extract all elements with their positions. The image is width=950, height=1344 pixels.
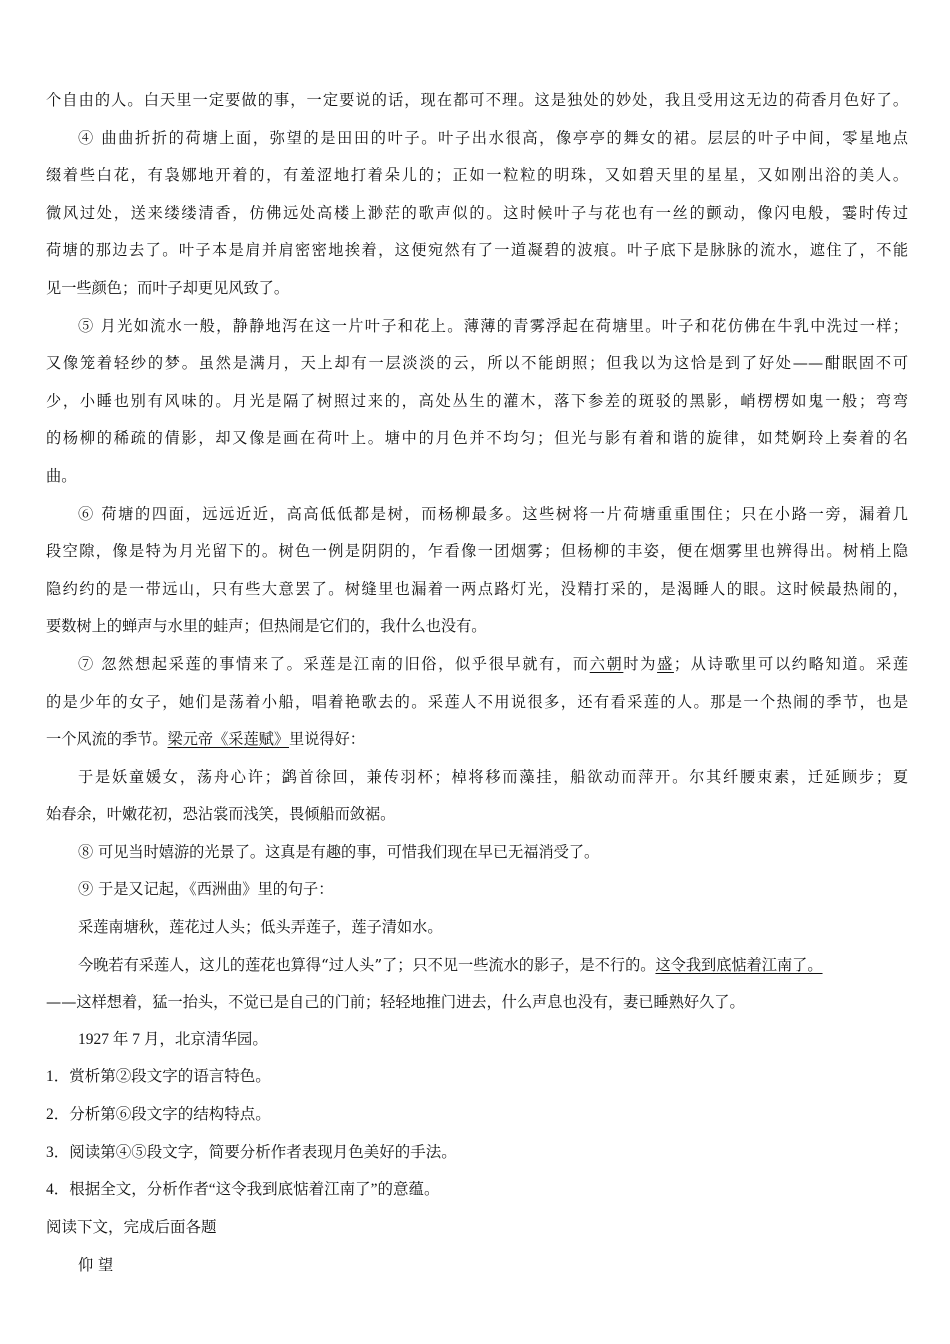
question-4: 4．根据全文，分析作者“这令我到底惦着江南了”的意蕴。 <box>46 1181 440 1199</box>
text-line: 见一些颜色；而叶子却更见风致了。 <box>46 278 289 297</box>
text-segment: 里说得好： <box>289 730 365 749</box>
question-1: 1．赏析第②段文字的语言特色。 <box>46 1068 271 1086</box>
text-segment: 一个风流的季节。 <box>46 730 168 749</box>
paragraph-4-line: ④ 曲曲折折的荷塘上面，弥望的是田田的叶子。叶子出水很高，像亭亭的舞女的裙。层层的叶子中间，零星地点 <box>78 128 908 147</box>
paragraph-7-line <box>46 652 908 676</box>
date-place-line: 1927 年 7 月，北京清华园。 <box>78 1030 268 1048</box>
poem-line: 采莲南塘秋，莲花过人头；低头弄莲子，莲子清如水。 <box>78 918 443 937</box>
underlined-term: 六朝 <box>589 654 624 673</box>
text-line: 隐约约的是一带远山，只有些大意罢了。树缝里也漏着一两点路灯光，没精打采的，是渴睡人的眼。这时候最热闹的， <box>46 579 908 598</box>
text-line: 个自由的人。白天里一定要做的事，一定要说的话，现在都可不理。这是独处的妙处，我且受用这无边的荷香月色好了。 <box>46 91 908 109</box>
text-segment: 今晚若有采莲人，这儿的莲花也算得“过人头”了；只不见一些流水的影子，是不行的。 <box>78 955 656 974</box>
underlined-term: 盛 <box>657 654 674 673</box>
document-page <box>46 88 908 1291</box>
question-3: 3．阅读第④⑤段文字，简要分析作者表现月色美好的手法。 <box>46 1143 457 1161</box>
paragraph-6-line: ⑥ 荷塘的四面，远远近近，高高低低都是树，而杨柳最多。这些树将一片荷塘重重围住；只在小路一旁，漏着几 <box>78 504 908 523</box>
text-line: 又像笼着轻纱的梦。虽然是满月，天上却有一层淡淡的云，所以不能朗照；但我以为这恰是到了好处——酣眠固不可 <box>46 354 908 373</box>
underlined-title: 梁元帝《采莲赋》 <box>167 730 289 749</box>
quoted-verse-line: 始春余，叶嫩花初，恐沾裳而浅笑，畏倾船而敛裾。 <box>46 805 396 824</box>
paragraph-9-line: ⑨ 于是又记起，《西洲曲》里的句子： <box>78 880 334 899</box>
text-line: 段空隙，像是特为月光留下的。树色一例是阴阴的，乍看像一团烟雾；但杨柳的丰姿，便在烟雾里也辨得出。树梢上隐 <box>46 542 908 561</box>
text-line: 的是少年的女子，她们是荡着小船，唱着艳歌去的。采莲人不用说很多，还有看采莲的人。那是一个热闹的季节，也是 <box>46 692 908 711</box>
text-line: 要数树上的蝉声与水里的蛙声；但热闹是它们的，我什么也没有。 <box>46 617 487 636</box>
paragraph-8-line: ⑧ 可见当时嬉游的光景了。这真是有趣的事，可惜我们现在早已无福消受了。 <box>78 842 600 861</box>
text-line: 微风过处，送来缕缕清香，仿佛远处高楼上渺茫的歌声似的。这时候叶子与花也有一丝的颤动，像闪电般，霎时传过 <box>46 203 908 222</box>
text-segment: ；从诗歌里可以约略知道。采莲 <box>673 654 909 673</box>
text-line: ——这样想着，猛一抬头，不觉已是自己的门前；轻轻地推门进去，什么声息也没有，妻已睡熟好久了。 <box>46 993 745 1012</box>
underlined-sentence: 这令我到底惦着江南了。 <box>655 955 823 974</box>
question-2: 2．分析第⑥段文字的结构特点。 <box>46 1106 271 1124</box>
paragraph-5-line: ⑤ 月光如流水一般，静静地泻在这一片叶子和花上。薄薄的青雾浮起在荷塘里。叶子和花仿佛在牛乳中洗过一样； <box>78 316 908 335</box>
text-line <box>46 953 908 977</box>
text-line <box>46 727 908 751</box>
text-line: 曲。 <box>46 466 77 485</box>
text-line: 缀着些白花，有袅娜地开着的，有羞涩地打着朵儿的；正如一粒粒的明珠，又如碧天里的星星，又如刚出浴的美人。 <box>46 166 908 185</box>
text-line: 的杨柳的稀疏的倩影，却又像是画在荷叶上。塘中的月色并不均匀；但光与影有着和谐的旋律，如梵婀玲上奏着的名 <box>46 429 908 448</box>
text-line: 少，小睡也别有风味的。月光是隔了树照过来的，高处丛生的灌木，落下参差的斑驳的黑影，峭楞楞如鬼一般；弯弯 <box>46 391 908 410</box>
text-segment: ⑦ 忽然想起采莲的事情来了。采莲是江南的旧俗，似乎很早就有，而 <box>78 654 590 673</box>
text-segment: 时为 <box>623 654 658 673</box>
next-passage-title: 仰 望 <box>78 1256 114 1275</box>
text-line: 荷塘的那边去了。叶子本是肩并肩密密地挨着，这便宛然有了一道凝碧的波痕。叶子底下是脉脉的流水，遮住了，不能 <box>46 241 908 260</box>
quoted-verse-line: 于是妖童媛女，荡舟心许；鹢首徐回，兼传羽杯；棹将移而藻挂，船欲动而萍开。尔其纤腰束素，迁延顾步；夏 <box>78 767 908 786</box>
reading-instruction: 阅读下文，完成后面各题 <box>46 1218 217 1236</box>
